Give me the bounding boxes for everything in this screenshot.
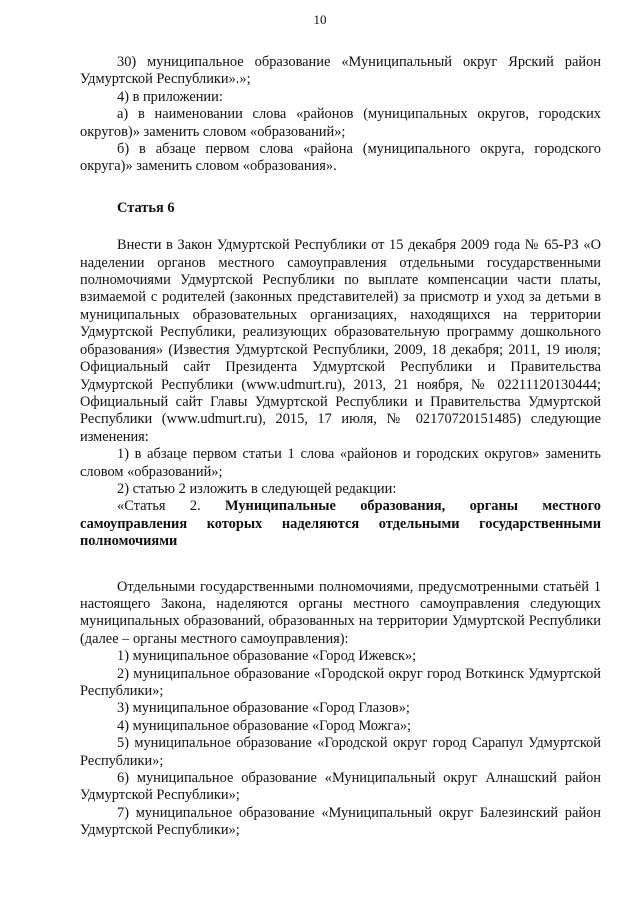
list-item: 5) муниципальное образование «Городской округ город Сарапул Удмуртской Республики»;: [80, 735, 601, 769]
page-number: 10: [313, 12, 327, 27]
change-item-1: 1) в абзаце первом статьи 1 слова «районов и городских округов» заменить словом «образований»;: [80, 446, 601, 480]
list-item: 7) муниципальное образование «Муниципальный округ Балезинский район Удмуртской Республики»;: [80, 804, 601, 839]
list-item: 4) муниципальное образование «Город Можга»;: [117, 717, 412, 734]
list-item: 1) муниципальное образование «Город Ижевск»;: [117, 648, 417, 665]
document-body: [80, 54, 601, 840]
list-item: 6) муниципальное образование «Муниципальный округ Алнашский район Удмуртской Республики»;: [80, 770, 601, 804]
top-item-30: 30) муниципальное образование «Муниципальный округ Ярский район Удмуртской Республики».»;: [80, 54, 601, 88]
quoted-article-heading: [80, 498, 601, 550]
quoted-article-title: Муниципальные образования, органы местного самоуправления которых наделяются отдельными государственными полномочиями: [80, 498, 601, 550]
top-item-b: б) в абзаце первом слова «района (муниципального округа, городского округа)» заменить словом «образования».: [80, 141, 601, 175]
top-item-a: а) в наименовании слова «районов (муниципальных округов, городских округов)» заменить словом «образований»;: [80, 106, 601, 140]
list-item: 3) муниципальное образование «Город Глазов»;: [117, 700, 410, 717]
list-item: 2) муниципальное образование «Городской округ город Воткинск Удмуртской Республики»;: [80, 665, 601, 699]
change-item-2: 2) статью 2 изложить в следующей редакции:: [117, 480, 397, 497]
article-heading: Статья 6: [117, 199, 175, 216]
body-paragraph: Отдельными государственными полномочиями, предусмотренными статьёй 1 настоящего Закона, наделяются органы местного самоуправления следующих муниципальных образований, образованных на территории Удмуртской Республики (далее – органы местного самоуправления):: [80, 578, 601, 647]
intro-paragraph: Внести в Закон Удмуртской Республики от 15 декабря 2009 года № 65-РЗ «О наделении органов местного самоуправления отдельными государственными полномочиями Удмуртской Республики по выплате компенсации части платы, взимаемой с родителей (законных представителей) за присмотр и уход за детьми в муниципальных образовательных организациях, находящихся на территории Удмуртской Республики, реализующих образовательную программу дошкольного образования» (Известия Удмуртской Республики, 2009, 18 декабря; 2011, 19 июля; Официальный сайт Президента Удмуртской Республики и Правительства Удмуртской Республики (www.udmurt.ru), 2013, 21 ноября, № 02211120130444; Официальный сайт Главы Удмуртской Республики и Правительства Удмуртской Республики (www.udmurt.ru), 2015, 17 июля, № 02170720151485) следующие изменения:: [80, 237, 601, 445]
top-item-appendix: 4) в приложении:: [117, 88, 223, 105]
quoted-article-prefix: «Статья 2.: [117, 498, 201, 515]
